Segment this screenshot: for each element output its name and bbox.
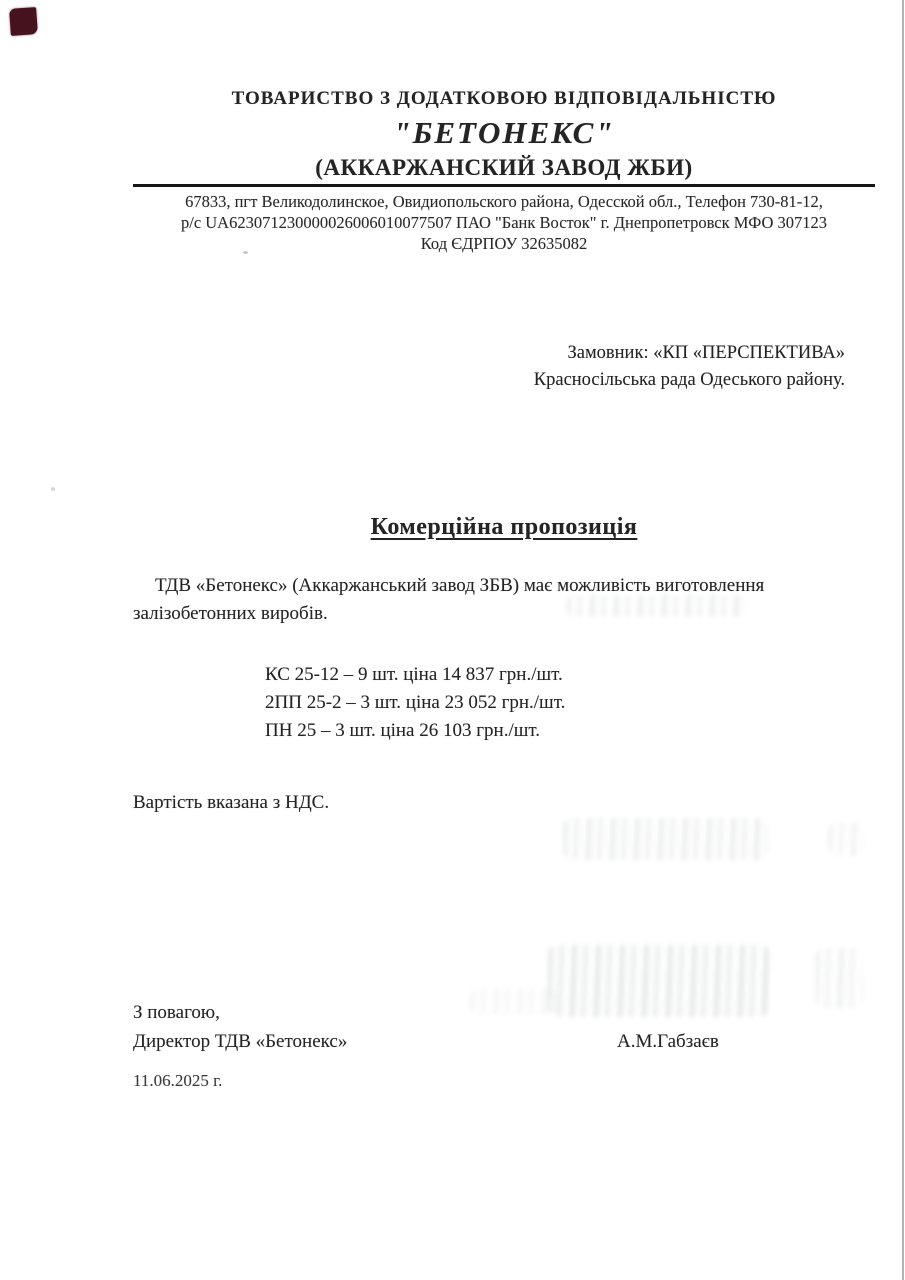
vat-note: Вартість вказана з НДС. xyxy=(133,792,330,813)
price-list-item: КС 25-12 – 9 шт. ціна 14 837 грн./шт. xyxy=(265,664,563,685)
letterhead xyxy=(133,88,875,254)
recipient-block xyxy=(534,340,845,394)
price-list-item: 2ПП 25-2 – 3 шт. ціна 23 052 грн./шт. xyxy=(265,692,566,713)
bleed-through-smudge xyxy=(828,822,864,856)
scan-speck xyxy=(243,251,248,254)
recipient-line-2: Красносільська рада Одеського району. xyxy=(533,370,845,390)
address-line-1: 67833, пгт Великодолинское, Овидиопольского района, Одесской обл., Телефон 730-81-12, xyxy=(185,192,823,211)
bleed-through-smudge xyxy=(815,948,863,1008)
scan-edge-line xyxy=(902,0,904,1280)
price-list-item: ПН 25 – 3 шт. ціна 26 103 грн./шт. xyxy=(265,720,540,741)
bleed-through-smudge xyxy=(566,595,746,617)
document-title: Комерційна пропозиція xyxy=(370,514,638,540)
signature-name: А.М.Габзаєв xyxy=(617,1031,719,1052)
company-subtitle: (АККАРЖАНСКИЙ ЗАВОД ЖБИ) xyxy=(315,155,693,180)
price-list xyxy=(265,661,565,745)
organization-type: ТОВАРИСТВО З ДОДАТКОВОЮ ВІДПОВІДАЛЬНІСТЮ xyxy=(231,88,777,109)
address-line-3: Код ЄДРПОУ 32635082 xyxy=(420,234,588,253)
signature-closing: З повагою, xyxy=(133,1002,220,1023)
scan-corner-mark xyxy=(9,7,38,36)
intro-paragraph: ТДВ «Бетонекс» (Аккаржанський завод ЗБВ) має можливість виготовлення залізобетонних виробів. xyxy=(133,575,765,624)
letterhead-divider xyxy=(133,184,875,187)
bleed-through-smudge xyxy=(563,818,768,860)
company-name: "БЕТОНЕКС" xyxy=(393,115,615,150)
scan-speck xyxy=(51,487,55,491)
signature-position: Директор ТДВ «Бетонекс» xyxy=(133,1031,348,1052)
bleed-through-smudge xyxy=(470,988,560,1014)
address-line-2: р/с UA623071230000026006010077507 ПАО "Банк Восток" г. Днепропетровск МФО 307123 xyxy=(180,213,827,232)
document-date: 11.06.2025 г. xyxy=(133,1071,223,1090)
bleed-through-smudge xyxy=(548,945,770,1017)
recipient-line-1: Замовник: «КП «ПЕРСПЕКТИВА» xyxy=(567,343,845,363)
